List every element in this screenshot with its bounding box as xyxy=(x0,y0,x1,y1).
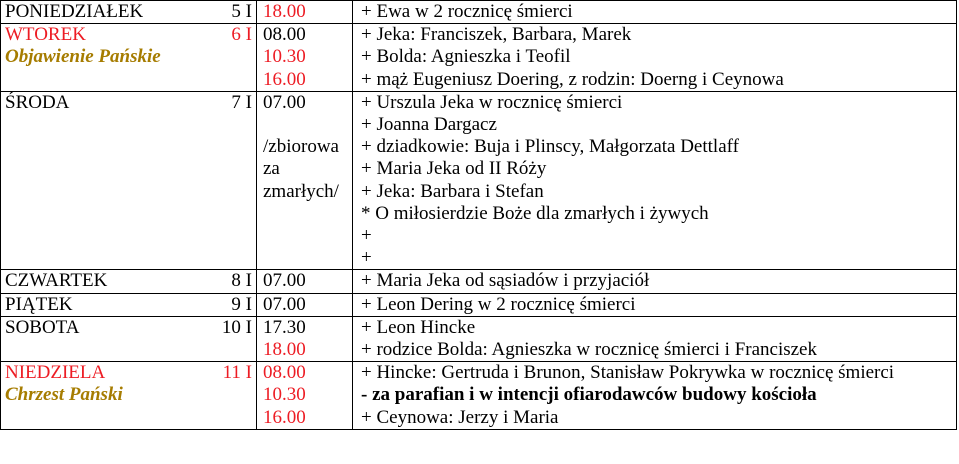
day-name: WTOREK xyxy=(5,24,86,46)
table-row-tuesday xyxy=(1,24,957,92)
day-date: 8 I xyxy=(231,270,252,292)
table-row-sunday xyxy=(1,362,957,430)
intention: + Jeka: Franciszek, Barbara, Marek xyxy=(361,24,632,46)
day-name: CZWARTEK xyxy=(5,270,108,292)
time-cell xyxy=(257,1,353,24)
day-cell xyxy=(1,1,257,24)
day-cell xyxy=(1,362,257,430)
mass-note: zmarłych/ xyxy=(263,180,339,202)
table-row-friday xyxy=(1,293,957,316)
intention: + Bolda: Agnieszka i Teofil xyxy=(361,46,571,68)
day-date: 7 I xyxy=(231,91,252,113)
day-name: ŚRODA xyxy=(5,91,70,113)
mass-time: 07.00 xyxy=(263,293,306,315)
mass-time: 18.00 xyxy=(263,339,306,361)
mass-time: 16.00 xyxy=(263,68,306,90)
mass-time: 07.00 xyxy=(263,270,306,292)
mass-time: 10.30 xyxy=(263,46,306,68)
time-cell xyxy=(257,362,353,430)
day-name: SOBOTA xyxy=(5,316,80,338)
time-cell xyxy=(257,316,353,361)
intention: * O miłosierdzie Boże dla zmarłych i żywych xyxy=(361,202,709,224)
mass-time: 18.00 xyxy=(263,1,306,22)
time-cell xyxy=(257,91,353,270)
day-date: 10 I xyxy=(221,316,252,338)
day-cell xyxy=(1,316,257,361)
time-cell xyxy=(257,293,353,316)
day-cell xyxy=(1,91,257,270)
day-cell xyxy=(1,293,257,316)
intention: + xyxy=(361,225,372,247)
day-name: NIEDZIELA xyxy=(5,362,106,384)
intention-cell xyxy=(353,316,957,361)
intention-cell xyxy=(353,24,957,92)
intention: + rodzice Bolda: Agnieszka w rocznicę śmierci i Franciszek xyxy=(361,339,817,361)
intention-parish: - za parafian i w intencji ofiarodawców budowy kościoła xyxy=(361,384,817,406)
day-date: 6 I xyxy=(231,24,252,46)
table-row-monday xyxy=(1,1,957,24)
mass-note: /zbiorowa xyxy=(263,136,339,158)
intention: + dziadkowie: Buja i Plinscy, Małgorzata Dettlaff xyxy=(361,136,739,158)
intention: + Maria Jeka od sąsiadów i przyjaciół xyxy=(361,270,650,292)
intention-cell xyxy=(353,91,957,270)
day-date: 9 I xyxy=(231,293,252,315)
day-cell xyxy=(1,270,257,293)
intention: + Leon Hincke xyxy=(361,316,476,338)
mass-note xyxy=(263,114,348,136)
mass-note: za xyxy=(263,158,280,180)
table-row-wednesday xyxy=(1,91,957,270)
mass-time: 17.30 xyxy=(263,316,306,338)
mass-time: 08.00 xyxy=(263,362,306,384)
table-row-thursday xyxy=(1,270,957,293)
intention: + mąż Eugeniusz Doering, z rodzin: Doerng i Ceynowa xyxy=(361,68,784,90)
day-name: PIĄTEK xyxy=(5,293,73,315)
time-cell xyxy=(257,24,353,92)
day-date: 5 I xyxy=(231,1,252,22)
table-row-saturday xyxy=(1,316,957,361)
intention: + Hincke: Gertruda i Brunon, Stanisław Pokrywka w rocznicę śmierci xyxy=(361,362,895,384)
day-date: 11 I xyxy=(222,362,252,384)
intention: + Jeka: Barbara i Stefan xyxy=(361,180,544,202)
intention: + Urszula Jeka w rocznicę śmierci xyxy=(361,91,623,113)
intention-cell xyxy=(353,362,957,430)
intention-cell xyxy=(353,1,957,24)
intention: + Maria Jeka od II Róży xyxy=(361,158,547,180)
day-name: PONIEDZIAŁEK xyxy=(5,1,144,22)
intention: + Joanna Dargacz xyxy=(361,114,497,136)
feast-name: Objawienie Pańskie xyxy=(5,46,161,68)
day-cell xyxy=(1,24,257,92)
intention: + Leon Dering w 2 rocznicę śmierci xyxy=(361,293,636,315)
intention: + Ceynowa: Jerzy i Maria xyxy=(361,406,559,428)
intention-cell xyxy=(353,293,957,316)
intention-cell xyxy=(353,270,957,293)
mass-time: 16.00 xyxy=(263,406,306,428)
mass-time: 10.30 xyxy=(263,384,306,406)
mass-time: 07.00 xyxy=(263,91,306,113)
intention: + xyxy=(361,247,372,269)
time-cell xyxy=(257,270,353,293)
feast-name: Chrzest Pański xyxy=(5,384,123,406)
intention: + Ewa w 2 rocznicę śmierci xyxy=(361,1,573,22)
mass-time: 08.00 xyxy=(263,24,306,46)
